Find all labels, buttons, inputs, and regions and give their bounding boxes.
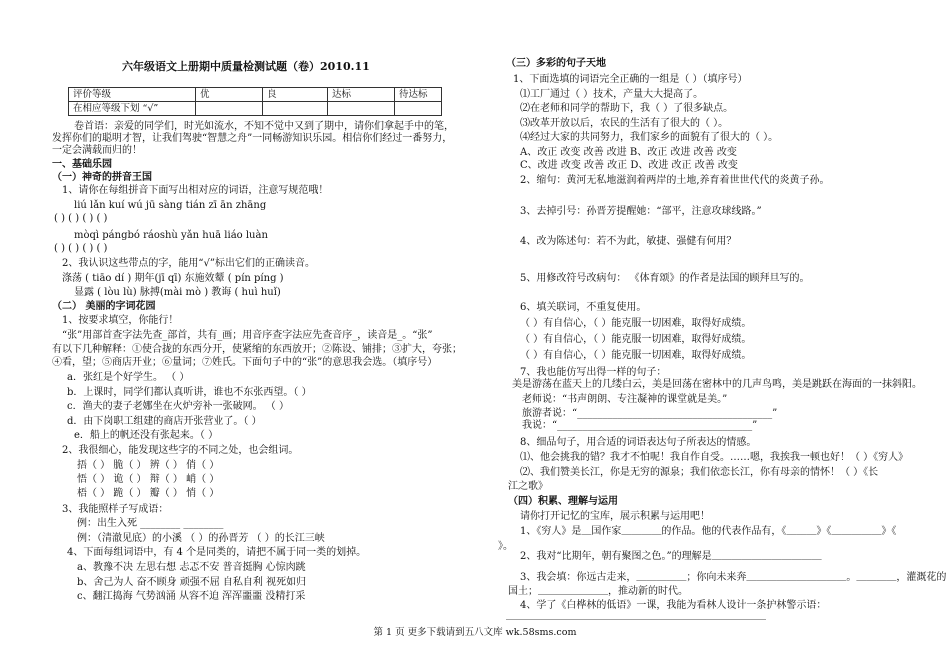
left-line-33: c、翻江捣海 气势汹涌 从容不迫 浑浑噩噩 没精打采 bbox=[77, 591, 306, 602]
right-line-25: （四）积累、理解与运用 bbox=[508, 496, 618, 507]
table-cell: 在相应等级下划 “√” bbox=[69, 102, 196, 116]
left-line-1: 发挥你们的聪明才智，让我们驾驶“智慧之舟”一同畅游知识乐园。相信你们经过一番努力， bbox=[52, 133, 453, 144]
table-cell[interactable] bbox=[395, 102, 442, 116]
right-line-5: ⑷经过大家的共同努力，我们家乡的面貌有了很大的（ ）。 bbox=[520, 132, 779, 143]
left-line-31: a、教豫不决 左思右想 忐忑不安 普音挺胸 心惊肉跳 bbox=[77, 562, 306, 573]
table-row bbox=[69, 102, 442, 116]
left-line-18: a．张红是个好学生。 （ ） bbox=[67, 372, 190, 383]
left-line-7: ( ) ( ) ( ) ( ) bbox=[54, 213, 108, 224]
right-line-19: 旅游者说：“_______________________________________” bbox=[522, 408, 778, 419]
table-cell: 达标 bbox=[328, 88, 395, 102]
left-line-21: d．由下岗职工组建的商店开张营业了。（ ） bbox=[67, 416, 262, 427]
left-line-29: 例：（清澈见底）的小溪 （ ）的孙晋芳 （ ）的长江三峡 bbox=[77, 533, 325, 544]
left-line-8: mòqì pángbó ráoshù yǎn huā liáo luàn bbox=[74, 230, 268, 241]
right-line-16: 7、我也能仿写出得一样的句子： bbox=[520, 367, 667, 378]
table-cell: 评价等级 bbox=[69, 88, 196, 102]
table-cell: 优 bbox=[196, 88, 263, 102]
right-line-6: A、改正 改变 改善 改进 B、改正 改进 改善 改变 bbox=[520, 147, 737, 158]
left-line-22: e．船上的帆还没有张起来。（ ） bbox=[74, 430, 219, 441]
left-line-5: 1、请你在每组拼音下面写出相对应的词语，注意写规范哦！ bbox=[62, 185, 329, 196]
right-line-12: 6、填关联词，不重复使用。 bbox=[520, 302, 647, 313]
left-line-26: 梧（ ） 跪（ ） 瓣（ ） 悄（ ） bbox=[77, 488, 220, 499]
table-row bbox=[69, 88, 442, 102]
right-line-22: ⑴、他会挑我的错？我才不怕呢！我自作自受。……嗯，我挨我一顿也好！（ ）《穷人》 bbox=[520, 452, 909, 463]
table-cell: 待达标 bbox=[395, 88, 442, 102]
left-line-10: 2、我认识这些带点的字，能用“√”标出它们的正确读音。 bbox=[62, 258, 315, 269]
right-line-10: 4、改为陈述句：若不为此，敏捷、强健有何用？ bbox=[520, 236, 737, 247]
right-line-33: ____________________________________________________ bbox=[506, 609, 766, 620]
left-line-23: 2、我很细心，能发现这些字的不同之处，也会组词。 bbox=[62, 445, 299, 456]
table-cell[interactable] bbox=[263, 102, 328, 116]
table-cell[interactable] bbox=[328, 102, 395, 116]
left-line-6: liú lǎn kuí wú jū sàng tián zī ān zhāng bbox=[74, 200, 267, 211]
table-cell: 良 bbox=[263, 88, 328, 102]
right-line-1: 1、下面选填的词语完全正确的一组是（ ）（填序号） bbox=[513, 74, 748, 85]
left-line-4: （一）神奇的拼音王国 bbox=[52, 172, 152, 183]
left-line-27: 3、我能照样子写成语： bbox=[62, 504, 169, 515]
right-line-3: ⑵在老师和同学的帮助下，我（ ）了很多缺点。 bbox=[520, 103, 734, 114]
left-line-12: 显露 ( lòu lù) 脉搏(mài mò ) 教诲 ( huì huǐ) bbox=[74, 287, 281, 298]
right-line-18: 老师说：“书声朗朗、专注凝神的课堂就是美。” bbox=[522, 394, 728, 405]
left-line-17: ④看，望；⑤商店开业；⑥量词；⑦姓氏。下面句子中的“张”的意思我会选。（填序号） bbox=[52, 357, 438, 368]
right-line-0: （三）多彩的句子天地 bbox=[506, 58, 606, 69]
right-line-7: C、改进 改变 改善 改正 D、改进 改正 改善 改变 bbox=[520, 160, 738, 171]
left-line-25: 悟（ ） 诡（ ） 辩（ ） 峭（ ） bbox=[77, 474, 220, 485]
left-line-32: b、舍己为人 奋不顾身 顽强不屈 自私自利 视死如归 bbox=[77, 577, 307, 588]
left-line-13: （二） 美丽的字词花园 bbox=[52, 301, 156, 312]
right-line-28: 》。 bbox=[498, 541, 513, 552]
left-line-3: 一、基础乐园 bbox=[52, 159, 112, 170]
right-line-2: ⑴工厂通过（ ）技术，产量大大提高了。 bbox=[520, 89, 704, 100]
right-line-21: 8、细品句子，用合适的词语表达句子所表达的情感。 bbox=[520, 437, 757, 448]
right-line-27: 1、《穷人》是＿国作家＿＿＿＿的作品。他的代表作品有，《＿＿＿》《＿＿＿＿＿》《 bbox=[520, 526, 897, 537]
page-footer: 第 1 页 更多下载请到五八文库 wk.58sms.com bbox=[373, 627, 577, 638]
right-line-23: ⑵、我们赞美长江，你是无穷的源泉；我们依恋长江，你有母亲的情怀！（ ）《长 bbox=[520, 467, 879, 478]
left-line-0: 卷首语：亲爱的同学们，时光如流水，不知不觉中又到了期中，请你们拿起手中的笔， bbox=[74, 121, 454, 132]
grade-table bbox=[68, 87, 442, 116]
right-line-11: 5、用修改符号改病句： 《体育颂》的作者是法国的顾拜旦写的。 bbox=[520, 273, 810, 284]
right-line-26: 请你打开记忆的宝库，展示积累与运用吧！ bbox=[520, 511, 710, 522]
left-line-19: b．上课时，同学们都认真听讲，谁也不东张西望。（ ） bbox=[67, 387, 312, 398]
left-line-14: 1、按要求填空，你能行！ bbox=[62, 315, 179, 326]
right-line-30: 3、我会填：你远古走来，＿＿＿＿＿；你向未来奔＿＿＿＿＿＿＿＿＿＿。＿＿＿＿，灌溉花的 bbox=[520, 572, 947, 583]
table-cell[interactable] bbox=[196, 102, 263, 116]
exam-title: 六年级语文上册期中质量检测试题（卷）2010.11 bbox=[122, 60, 370, 73]
right-line-17: 美是游荡在蓝天上的几缕白云，美是回荡在密林中的几声鸟鸣，美是跳跃在海面的一抹斜阳。 bbox=[512, 379, 922, 390]
right-line-9: 3、去掉引号：孙晋芳提醒她：“部平，注意攻球线路。” bbox=[520, 206, 762, 217]
right-line-32: 4、学了《白桦林的低语》一课，我能为看林人设计一条护林警示语： bbox=[520, 600, 827, 611]
left-line-28: 例：出生入死 ________ ________ bbox=[77, 518, 224, 529]
right-line-14: （ ）有自信心，（ ）能克服一切困难，取得好成绩。 bbox=[520, 334, 752, 345]
right-line-13: （ ）有自信心，（ ）能克服一切困难，取得好成绩。 bbox=[520, 318, 752, 329]
right-line-4: ⑶改革开放以后，农民的生活有了很大的（ ）。 bbox=[520, 118, 729, 129]
left-line-9: ( ) ( ) ( ) ( ) bbox=[54, 243, 108, 254]
left-line-30: 4、下面每组词语中，有 4 个是同类的，请把不属于同一类的划掉。 bbox=[67, 547, 367, 558]
left-line-16: 有以下几种解释：①使合拢的东西分开，使紧缩的东西放开；②陈设、铺排；③扩大，夸张； bbox=[52, 344, 462, 355]
right-line-8: 2、缩句：黄河无私地滋润着两岸的土地,养育着世世代代的炎黄子孙。 bbox=[520, 175, 830, 186]
left-line-11: 涤荡 ( tiāo dí ) 期年(jī qī) 东施效颦 ( pín píng ) bbox=[62, 273, 284, 284]
left-line-24: 捂（ ） 脆（ ） 辨（ ） 俏（ ） bbox=[77, 460, 220, 471]
left-line-20: c．渔夫的妻子老娜坐在火炉旁补一张破网。 （ ） bbox=[67, 401, 289, 412]
right-line-29: 2、我对“比期年，朝有聚图之色。”的理解是＿＿＿＿＿＿＿＿＿＿＿ bbox=[520, 551, 822, 562]
right-line-24: 江之歌》 bbox=[508, 481, 548, 492]
right-line-31: 国土；＿＿＿＿＿＿＿，推动新的时代。 bbox=[508, 586, 688, 597]
right-line-15: （ ）有自信心，（ ）能克服一切困难，取得好成绩。 bbox=[520, 350, 752, 361]
left-line-15: “张”用部首查字法先查_部首，共有_画；用音序查字法应先查音序_，读音是_。“张” bbox=[62, 330, 433, 341]
left-line-2: 一定会满载而归的！ bbox=[52, 145, 142, 156]
right-line-20: 我说：“_______________________________________” bbox=[522, 420, 758, 431]
